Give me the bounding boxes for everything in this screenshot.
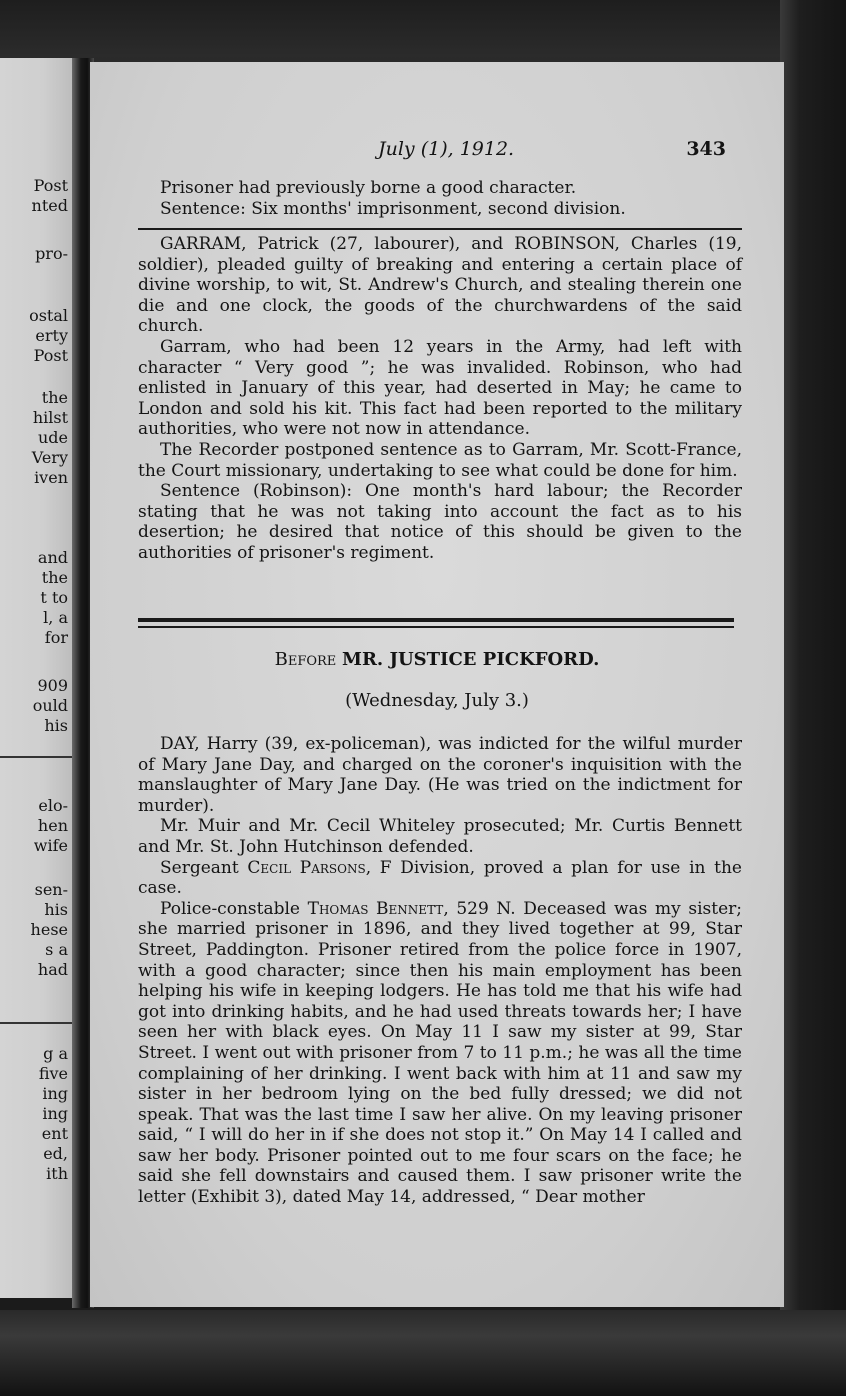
garram-case-paragraph: GARRAM, Patrick (27, labourer), and ROBINSON, Charles (19, soldier), pleaded guilty of breaking and entering a certain place of divine worship, to wit, St. Andrew's Church, and stealing therein one die and one clock, the goods of the churchwardens of the said church. bbox=[138, 234, 742, 337]
heading-judge: MR. JUSTICE PICKFORD. bbox=[342, 649, 600, 670]
witness-bennett bbox=[138, 899, 742, 1208]
bottom-scan-edge bbox=[0, 1310, 846, 1396]
left-page-line: ith bbox=[46, 1164, 68, 1183]
left-page-line: t to bbox=[40, 588, 68, 607]
right-scan-edge bbox=[780, 0, 846, 1396]
left-page-line: iven bbox=[34, 468, 68, 487]
garram-case-paragraph: Garram, who had been 12 years in the Army, had left with character “ Very good ”; he was invalided. Robinson, who had enlisted in January of this year, had deserted in May; he came to London and sold his kit. This fact had been reported to the military authorities, who were not now in attendance. bbox=[138, 336, 742, 440]
witness-parsons bbox=[138, 858, 742, 899]
left-page-line: had bbox=[37, 960, 68, 979]
left-page-line: s a bbox=[45, 940, 68, 959]
garram-case-paragraph: The Recorder postponed sentence as to Garram, Mr. Scott-France, the Court missionary, undertaking to see what could be done for him. bbox=[138, 439, 742, 481]
left-page-line: wife bbox=[33, 836, 68, 855]
case-divider bbox=[138, 228, 742, 230]
section-heading bbox=[90, 649, 784, 670]
page-header-title: July (1), 1912. bbox=[378, 138, 515, 160]
day-case-paragraph: Mr. Muir and Mr. Cecil Whiteley prosecuted; Mr. Curtis Bennett and Mr. St. John Hutchinson defended. bbox=[138, 816, 742, 857]
book-page bbox=[90, 62, 784, 1307]
garram-case bbox=[138, 234, 742, 564]
day-case bbox=[138, 734, 742, 1208]
witness-text: , 529 N. Deceased was my sister; she married prisoner in 1896, and they lived together at 99, Star Street, Paddington. Prisoner retired from the police force in 1907, with a good character; since then his main employment has been helping his wife in keeping lodgers. He has told me that his wife had got into drinking habits, and he had used threats towards her; I have seen her with black eyes. On May 11 I saw my sister at 99, Star Street. I went out with prisoner from 7 to 11 p.m.; he was all the time complaining of her drinking. I went back with him at 11 and saw my sister in her bedroom lying on the bed fully dressed; we did not speak. That was the last time I saw her alive. On my leaving prisoner said, “ I will do her in if she does not stop it.” On May 14 I called and saw her body. Prisoner pointed out to me four scars on the face; he said she fell downstairs and caused them. I saw prisoner write the letter (Exhibit 3), dated May 14, addressed, “ Dear mother bbox=[138, 898, 743, 1208]
left-page-line: and bbox=[37, 548, 68, 567]
left-page-line: ed, bbox=[43, 1144, 68, 1163]
left-page-line: pro- bbox=[35, 244, 68, 263]
day-case-paragraph: DAY, Harry (39, ex-policeman), was indicted for the wilful murder of Mary Jane Day, and charged on the coroner's inquisition with the manslaughter of Mary Jane Day. (He was tried on the indictment for murder). bbox=[138, 734, 742, 816]
heading-prefix: Before bbox=[274, 649, 337, 670]
left-page-line: Post bbox=[33, 346, 68, 365]
witness-text: , F Division, proved a plan for use in the case. bbox=[138, 857, 742, 899]
left-page-line: nted bbox=[31, 196, 68, 215]
left-page-line: his bbox=[44, 900, 68, 919]
top-block bbox=[138, 178, 742, 219]
left-page-rule bbox=[0, 1022, 72, 1024]
left-page-line: erty bbox=[35, 326, 68, 345]
left-page-line: elo- bbox=[38, 796, 68, 815]
witness-name: Cecil Parsons bbox=[247, 857, 366, 878]
left-page-line: Very bbox=[31, 448, 68, 467]
left-page-line: ent bbox=[41, 1124, 68, 1143]
left-page-line: ude bbox=[37, 428, 68, 447]
left-page-line: the bbox=[41, 388, 68, 407]
page-number: 343 bbox=[686, 138, 726, 160]
sentence-line: Sentence: Six months' imprisonment, second division. bbox=[160, 198, 626, 219]
left-page-line: for bbox=[44, 628, 68, 647]
left-facing-page bbox=[0, 58, 72, 1298]
witness-name: Thomas Bennett bbox=[307, 898, 444, 919]
witness-rank: Sergeant bbox=[160, 857, 239, 878]
section-double-rule-bottom bbox=[138, 626, 734, 628]
left-page-line: hilst bbox=[32, 408, 68, 427]
left-page-line: ing bbox=[42, 1084, 68, 1103]
sitting-date: (Wednesday, July 3.) bbox=[345, 690, 529, 711]
garram-case-paragraph: Sentence (Robinson): One month's hard labour; the Recorder stating that he was not taking into account the fact as to his desertion; he desired that notice of this should be given to the authorities of prisoner's regiment. bbox=[138, 481, 742, 563]
left-page-rule bbox=[0, 756, 72, 758]
left-page-line: five bbox=[38, 1064, 68, 1083]
left-page-line: hese bbox=[30, 920, 68, 939]
section-double-rule-top bbox=[138, 618, 734, 622]
left-page-line: ostal bbox=[29, 306, 68, 325]
left-page-line: 909 bbox=[37, 676, 68, 695]
left-page-line: ing bbox=[42, 1104, 68, 1123]
witness-rank: Police-constable bbox=[160, 898, 300, 919]
left-page-line: his bbox=[44, 716, 68, 735]
left-page-line: hen bbox=[37, 816, 68, 835]
left-page-line: g a bbox=[43, 1044, 68, 1063]
left-page-line: Post bbox=[33, 176, 68, 195]
running-head bbox=[90, 138, 784, 164]
character-note: Prisoner had previously borne a good character. bbox=[160, 178, 577, 198]
left-page-line: the bbox=[41, 568, 68, 587]
left-page-line: l, a bbox=[43, 608, 68, 627]
left-page-line: sen- bbox=[34, 880, 68, 899]
left-page-line: ould bbox=[32, 696, 68, 715]
